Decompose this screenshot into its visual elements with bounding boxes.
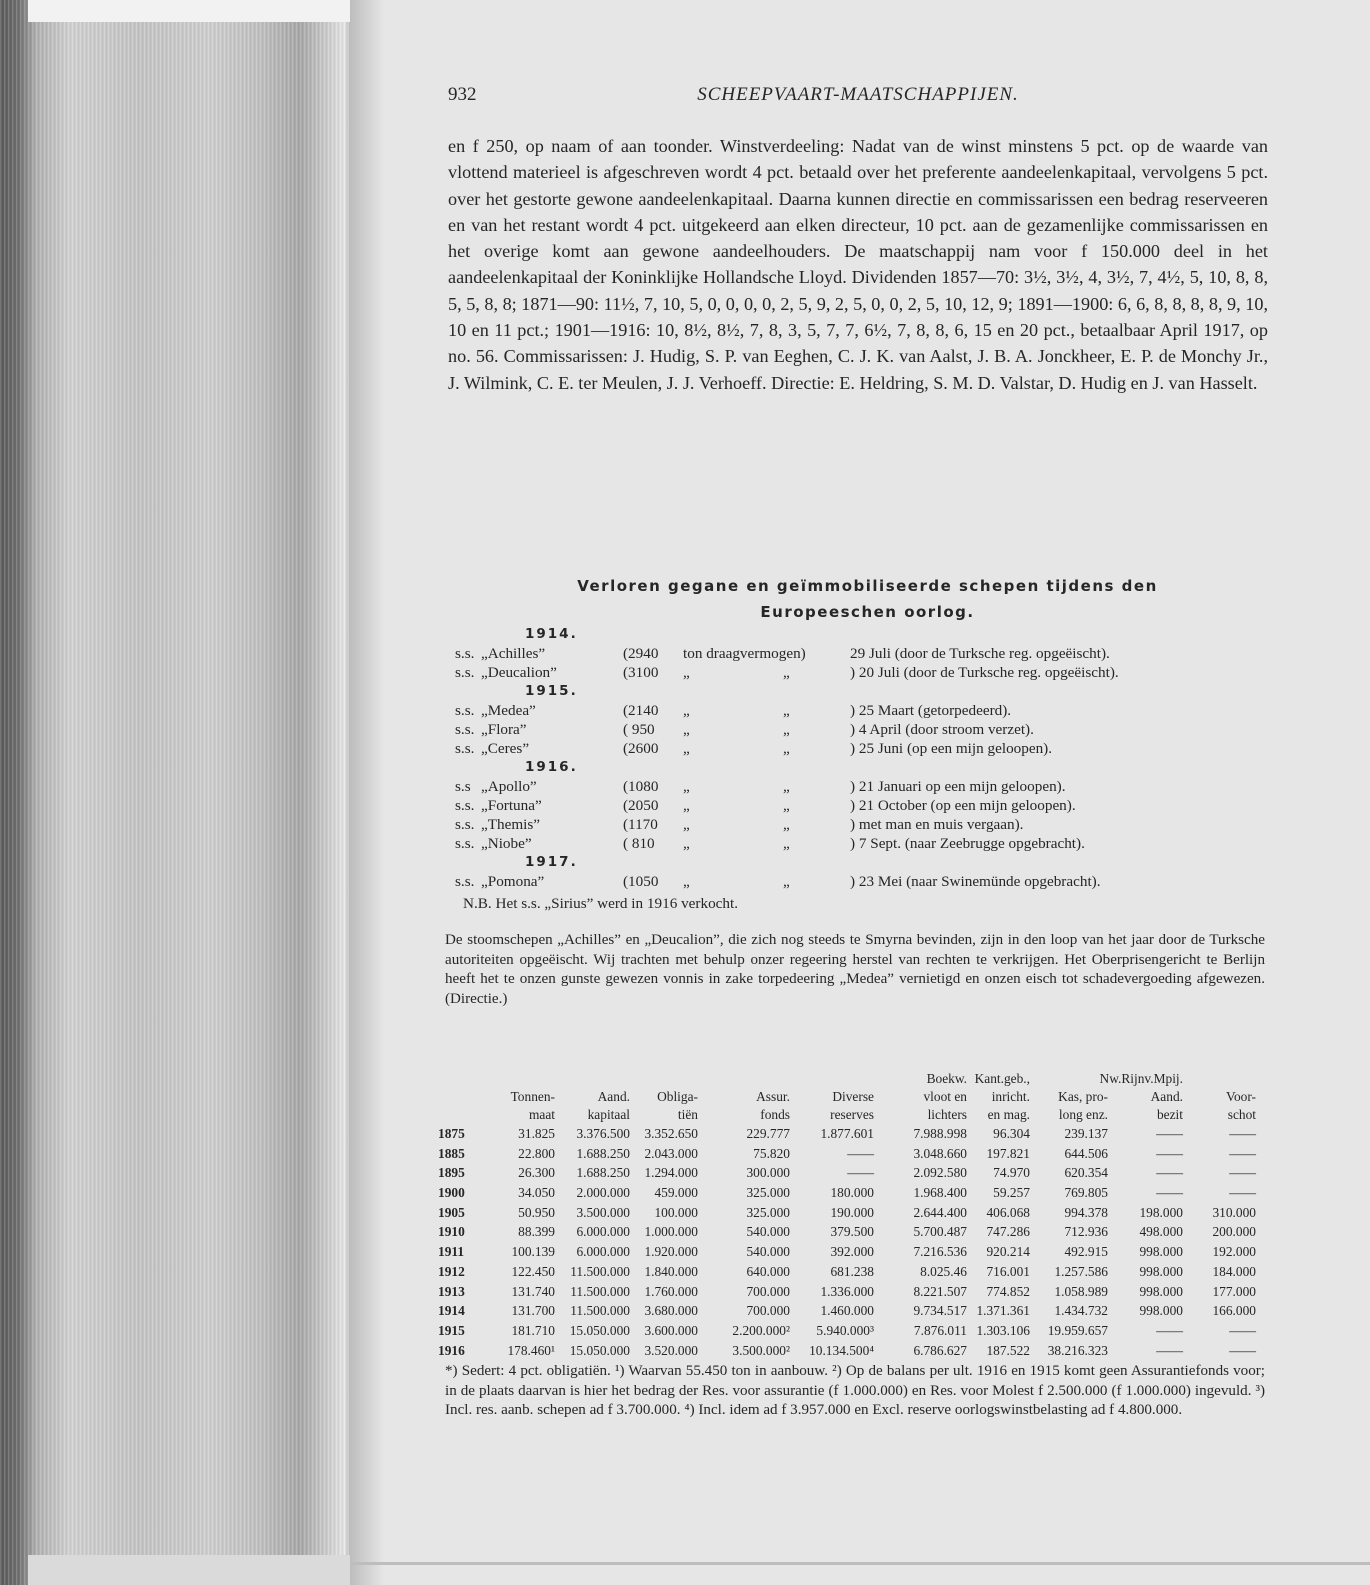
table-cell: 644.506 (1064, 1145, 1108, 1161)
ship-tonnage: (2600 (623, 740, 659, 757)
ships-note: N.B. Het s.s. „Sirius” werd in 1916 verkocht. (463, 895, 739, 912)
table-cell: 22.800 (518, 1145, 555, 1161)
table-cell: 5.700.487 (913, 1224, 967, 1240)
ship-remark: ) 20 Juli (door de Turksche reg. opgeëischt). (850, 664, 1119, 681)
row-year: 1914 (438, 1303, 465, 1319)
table-cell: 459.000 (654, 1185, 698, 1201)
ship-unit: „ (683, 664, 690, 681)
footnotes (445, 1362, 1265, 1421)
ship-unit: „ (683, 778, 690, 795)
table-cell: 3.376.500 (576, 1126, 630, 1141)
paragraph-2: De stoomschepen „Achilles” en „Deucalion”, die zich nog steeds te Smyrna bevinden, zijn in den loop van het jaar door de Turksche autoriteiten opgeëischt. Wij trachten met behulp onzer regeering herstel van rechten te verkrijgen. Het Oberprisengericht te Berlijn heeft het te onzen gunste gewezen vonnis in zake torpedeering „Medea” vernietigd en onzen eisch tot schadevergoeding afgewezen. (Directie.) (445, 932, 1265, 1007)
table-cell: 998.000 (1139, 1244, 1183, 1260)
row-year: 1875 (438, 1126, 465, 1141)
table-cell: 2.000.000 (576, 1185, 630, 1201)
table-cell: 2.043.000 (644, 1145, 698, 1161)
column-header: kapitaal (587, 1107, 630, 1122)
table-cell: 640.000 (746, 1263, 790, 1279)
column-header: long enz. (1058, 1107, 1108, 1122)
table-cell: —— (1156, 1342, 1183, 1358)
table-cell: 3.600.000 (644, 1322, 698, 1338)
ship-remark: ) met man en muis vergaan). (850, 816, 1024, 833)
ship-prefix: s.s. (455, 664, 475, 681)
ship-unit-ditto: „ (783, 835, 790, 852)
table-cell: 197.821 (986, 1145, 1030, 1161)
table-cell: 1.371.361 (976, 1303, 1030, 1319)
table-cell: 3.500.000 (576, 1204, 630, 1220)
table-cell: 198.000 (1139, 1204, 1183, 1220)
table-cell: 998.000 (1139, 1283, 1183, 1299)
table-cell: 96.304 (993, 1126, 1030, 1141)
table-cell: 19.959.657 (1047, 1322, 1108, 1338)
column-header: en mag. (987, 1107, 1030, 1122)
table-cell: —— (1156, 1165, 1183, 1181)
table-cell: 492.915 (1064, 1244, 1108, 1260)
table-cell: 74.970 (993, 1165, 1030, 1181)
column-header: lichters (927, 1107, 967, 1122)
ship-tonnage: (2050 (623, 797, 659, 814)
column-header: Kas, pro- (1058, 1089, 1108, 1104)
table-cell: 920.214 (986, 1244, 1030, 1260)
ship-unit-ditto: „ (783, 816, 790, 833)
ship-name: „Pomona” (481, 873, 545, 890)
ship-tonnage: (2140 (623, 702, 659, 719)
ship-prefix: s.s. (455, 645, 475, 662)
table-cell: 1.968.400 (913, 1185, 967, 1201)
ship-tonnage: (2940 (623, 645, 659, 662)
column-header: Diverse (832, 1089, 874, 1104)
table-cell: 1.294.000 (644, 1165, 698, 1181)
ship-year-heading: 1917. (525, 854, 578, 870)
table-cell: 122.450 (511, 1263, 555, 1279)
table-cell: —— (1229, 1145, 1256, 1161)
table-cell: 239.137 (1064, 1126, 1108, 1141)
table-cell: 3.520.000 (644, 1342, 698, 1358)
table-cell: 379.500 (830, 1224, 874, 1240)
ship-unit-ditto: „ (783, 702, 790, 719)
column-header: Obliga- (657, 1089, 698, 1104)
table-cell: 1.058.989 (1054, 1283, 1108, 1299)
table-cell: —— (1229, 1342, 1256, 1358)
financial-table (438, 1070, 1268, 1360)
table-cell: 1.688.250 (576, 1145, 630, 1161)
ship-row (455, 701, 1280, 720)
ship-prefix: s.s. (455, 835, 475, 852)
table-cell: 540.000 (746, 1244, 790, 1260)
page-edges-bottom (28, 1555, 350, 1585)
table-cell: 6.786.627 (913, 1342, 967, 1358)
ship-prefix: s.s. (455, 721, 475, 738)
column-header: Aand. (597, 1089, 630, 1104)
financial-header-row (438, 1106, 1268, 1124)
column-header: Aand. (1150, 1089, 1183, 1104)
table-cell: 178.460¹ (507, 1342, 555, 1358)
row-year: 1915 (438, 1322, 465, 1338)
table-cell: 88.399 (518, 1224, 555, 1240)
ship-tonnage: ( 810 (623, 835, 655, 852)
page-number: 932 (448, 84, 477, 105)
table-cell: 747.286 (986, 1224, 1030, 1240)
ship-name: „Apollo” (481, 778, 537, 795)
gutter-shadow (350, 0, 384, 1585)
table-cell: 10.134.500⁴ (809, 1342, 874, 1358)
table-cell: 325.000 (746, 1185, 790, 1201)
row-year: 1916 (438, 1342, 465, 1358)
column-header: schot (1227, 1107, 1256, 1122)
table-cell: 7.216.536 (913, 1244, 967, 1260)
financial-row (438, 1242, 1268, 1262)
ship-tonnage: (3100 (623, 664, 659, 681)
column-header: Nw.Rijnv.Mpij. (1099, 1071, 1183, 1086)
table-cell: 131.700 (511, 1303, 555, 1319)
table-cell: 229.777 (746, 1126, 790, 1141)
table-cell: —— (1229, 1322, 1256, 1338)
table-cell: —— (847, 1165, 874, 1181)
table-cell: 325.000 (746, 1204, 790, 1220)
lost-ships-list (455, 573, 1280, 915)
table-cell: 131.740 (511, 1283, 555, 1299)
table-cell: 50.950 (518, 1204, 555, 1220)
row-year: 1905 (438, 1204, 465, 1220)
table-cell: 3.680.000 (644, 1303, 698, 1319)
table-cell: 187.522 (986, 1342, 1030, 1358)
table-cell: 498.000 (1139, 1224, 1183, 1240)
ship-remark: ) 4 April (door stroom verzet). (850, 721, 1034, 738)
ship-prefix: s.s. (455, 873, 475, 890)
table-cell: —— (1229, 1126, 1256, 1141)
ship-row (455, 739, 1280, 758)
column-header: fonds (760, 1107, 790, 1122)
ship-unit: „ (683, 835, 690, 852)
table-cell: 11.500.000 (570, 1303, 630, 1319)
table-cell: 9.734.517 (913, 1303, 967, 1319)
ship-tonnage: ( 950 (623, 721, 655, 738)
table-cell: 2.092.580 (913, 1165, 967, 1181)
row-year: 1910 (438, 1224, 465, 1240)
ship-unit: „ (683, 721, 690, 738)
table-cell: 3.500.000² (732, 1342, 790, 1358)
company-description (448, 133, 1268, 396)
row-year: 1911 (438, 1244, 465, 1260)
table-cell: 184.000 (1212, 1263, 1256, 1279)
table-cell: 7.988.998 (913, 1126, 967, 1141)
table-cell: 2.200.000² (732, 1322, 790, 1338)
ship-name: „Niobe” (481, 835, 532, 852)
ship-row (455, 834, 1280, 853)
table-cell: 8.221.507 (913, 1283, 967, 1299)
financial-row (438, 1124, 1268, 1144)
financial-header-row (438, 1088, 1268, 1106)
financial-row (438, 1222, 1268, 1242)
table-cell: 11.500.000 (570, 1263, 630, 1279)
body-paragraph: en f 250, op naam of aan toonder. Winstverdeeling: Nadat van de winst minstens 5 pct. op de waarde van vlottend materieel is afgeschreven wordt 4 pct. betaald over het preferente aandeelenkapitaal, vervolgens 5 pct. over het gestorte gewone aandeelenkapitaal. Daarna kunnen directie en commissarissen een bedrag reserveeren en van het restant wordt 4 pct. uitgekeerd aan elken directeur, 10 pct. aan de gezamenlijke commissarissen en het overige komt aan gewone aandeelhouders. De maatschappij nam voor f 150.000 deel in het aandeelenkapitaal der Koninklijke Hollandsche Lloyd. Dividenden 1857—70: 3½, 3½, 4, 3½, 7, 4½, 5, 10, 8, 8, 5, 5, 8, 8; 1871—90: 11½, 7, 10, 5, 0, 0, 0, 0, 2, 5, 9, 2, 5, 0, 0, 2, 5, 10, 12, 9; 1891—1900: 6, 6, 8, 8, 8, 8, 9, 10, 10 en 11 pct.; 1901—1916: 10, 8½, 8½, 7, 8, 3, 5, 7, 7, 6½, 7, 8, 8, 6, 15 en 20 pct., betaalbaar April 1917, op no. 56. Commissarissen: J. Hudig, S. P. van Eeghen, C. J. K. van Aalst, J. B. A. Jonckheer, E. P. de Monchy Jr., J. Wilmink, C. E. ter Meulen, J. J. Verhoeff. Directie: E. Heldring, S. M. D. Valstar, D. Hudig en J. van Hasselt. (448, 136, 1268, 393)
table-cell: —— (1156, 1145, 1183, 1161)
financial-row (438, 1321, 1268, 1341)
table-cell: 1.688.250 (576, 1165, 630, 1181)
table-cell: 1.460.000 (820, 1303, 874, 1319)
ship-remark: ) 7 Sept. (naar Zeebrugge opgebracht). (850, 835, 1085, 852)
ship-row (455, 777, 1280, 796)
ship-row (455, 796, 1280, 815)
table-cell: 166.000 (1212, 1303, 1256, 1319)
table-cell: 3.352.650 (644, 1126, 698, 1141)
table-cell: 11.500.000 (570, 1283, 630, 1299)
table-cell: 1.257.586 (1054, 1263, 1108, 1279)
ship-unit-ditto: „ (783, 721, 790, 738)
financial-row (438, 1163, 1268, 1183)
financial-row (438, 1203, 1268, 1223)
table-cell: 6.000.000 (576, 1244, 630, 1260)
column-header: vloot en (923, 1089, 967, 1104)
table-cell: 716.001 (986, 1263, 1030, 1279)
column-header: Tonnen- (510, 1089, 555, 1104)
ships-title (455, 573, 1280, 625)
table-cell: 620.354 (1064, 1165, 1108, 1181)
directie-statement (445, 931, 1265, 1009)
table-cell: 998.000 (1139, 1303, 1183, 1319)
table-cell: 540.000 (746, 1224, 790, 1240)
table-cell: 31.825 (518, 1126, 555, 1141)
table-cell: 310.000 (1212, 1204, 1256, 1220)
column-header: inricht. (991, 1089, 1030, 1104)
ship-year-heading: 1916. (525, 759, 578, 775)
column-header: tiën (677, 1107, 698, 1122)
financial-row (438, 1301, 1268, 1321)
page-edges-texture (0, 0, 350, 1585)
ship-remark: ) 21 October (op een mijn geloopen). (850, 797, 1076, 814)
row-year: 1913 (438, 1283, 465, 1299)
table-cell: 7.876.011 (913, 1322, 967, 1338)
ship-remark: ) 25 Maart (getorpedeerd). (850, 702, 1012, 719)
table-cell: 177.000 (1212, 1283, 1256, 1299)
running-title: SCHEEPVAART-MAATSCHAPPIJEN. (697, 84, 1019, 105)
table-cell: —— (1156, 1322, 1183, 1338)
table-cell: 181.710 (511, 1322, 555, 1338)
column-header: Kant.geb., (974, 1071, 1030, 1086)
ship-tonnage: (1080 (623, 778, 659, 795)
page-edges-top (28, 0, 350, 22)
financial-row (438, 1282, 1268, 1302)
table-cell: 712.936 (1064, 1224, 1108, 1240)
row-year: 1900 (438, 1185, 465, 1201)
financial-row (438, 1262, 1268, 1282)
financial-header-row (438, 1070, 1268, 1088)
table-cell: 5.940.000³ (816, 1322, 874, 1338)
table-cell: 1.303.106 (976, 1322, 1030, 1338)
ship-unit: „ (683, 702, 690, 719)
ship-unit: „ (683, 816, 690, 833)
table-cell: 994.378 (1064, 1204, 1108, 1220)
ship-unit: „ (683, 740, 690, 757)
ship-row (455, 720, 1280, 739)
table-cell: 34.050 (518, 1185, 555, 1201)
table-cell: 392.000 (830, 1244, 874, 1260)
ship-year-heading: 1915. (525, 683, 578, 699)
ship-tonnage: (1050 (623, 873, 659, 890)
ship-prefix: s.s. (455, 816, 475, 833)
table-cell: 100.000 (654, 1204, 698, 1220)
table-cell: —— (1229, 1185, 1256, 1201)
ship-name: „Medea” (481, 702, 536, 719)
row-year: 1895 (438, 1165, 465, 1181)
financial-table-body (438, 1124, 1268, 1360)
table-cell: 300.000 (746, 1165, 790, 1181)
page-header (448, 84, 1268, 110)
ship-name: „Achilles” (481, 645, 546, 662)
table-cell: 38.216.323 (1047, 1342, 1108, 1358)
ship-prefix: s.s. (455, 702, 475, 719)
ship-remark: ) 23 Mei (naar Swinemünde opgebracht). (850, 873, 1101, 890)
page-edges (0, 0, 350, 1585)
table-cell: 180.000 (830, 1185, 874, 1201)
column-header: bezit (1156, 1107, 1183, 1122)
ship-unit-ditto: „ (783, 797, 790, 814)
table-cell: 75.820 (753, 1145, 790, 1161)
table-cell: 700.000 (746, 1303, 790, 1319)
ship-unit: ton draagvermogen) (683, 645, 806, 662)
ship-prefix: s.s. (455, 797, 475, 814)
table-cell: 700.000 (746, 1283, 790, 1299)
table-cell: —— (847, 1145, 874, 1161)
ship-prefix: s.s (455, 778, 471, 795)
ship-unit-ditto: „ (783, 778, 790, 795)
table-cell: 190.000 (830, 1204, 874, 1220)
ship-row (455, 663, 1280, 682)
financial-row (438, 1144, 1268, 1164)
ship-unit-ditto: „ (783, 740, 790, 757)
footnote-text: *) Sedert: 4 pct. obligatiën. ¹) Waarvan 55.450 ton in aanbouw. ²) Op de balans per ult. 1916 en 1915 komt geen Assurantiefonds voor; in de plaats daarvan is hier het bedrag der Res. voor assurantie (f 1.000.000) en Res. voor Molest f 2.500.000 (f 1.000.000) ingevuld. ³) Incl. res. aanb. schepen ad f 3.700.000. ⁴) Incl. idem ad f 3.957.000 en Excl. reserve oorlogswinstbelasting ad f 4.800.000. (445, 1363, 1265, 1418)
ship-tonnage: (1170 (623, 816, 658, 833)
table-cell: 8.025.46 (920, 1263, 967, 1279)
ship-remark: 29 Juli (door de Turksche reg. opgeëischt). (850, 645, 1110, 662)
column-header: maat (528, 1107, 555, 1122)
table-cell: 15.050.000 (569, 1322, 630, 1338)
ship-name: „Themis” (481, 816, 541, 833)
page-bottom-edge (350, 1562, 1370, 1565)
table-cell: 774.852 (986, 1283, 1030, 1299)
table-cell: 15.050.000 (569, 1342, 630, 1358)
table-cell: 1.760.000 (644, 1283, 698, 1299)
ship-remark: ) 21 Januari op een mijn geloopen). (850, 778, 1066, 795)
ship-unit-ditto: „ (783, 873, 790, 890)
ship-name: „Ceres” (481, 740, 530, 757)
table-cell: 200.000 (1212, 1224, 1256, 1240)
ship-name: „Flora” (481, 721, 527, 738)
ship-unit-ditto: „ (783, 664, 790, 681)
table-cell: 26.300 (518, 1165, 555, 1181)
table-cell: 406.068 (986, 1204, 1030, 1220)
ships-title-line1: Verloren gegane en geïmmobiliseerde schepen tijdens den (577, 577, 1158, 595)
column-header: Assur. (756, 1089, 790, 1104)
ship-row (455, 644, 1280, 663)
column-header: reserves (830, 1107, 874, 1122)
table-cell: 2.644.400 (913, 1204, 967, 1220)
ship-prefix: s.s. (455, 740, 475, 757)
ship-name: „Deucalion” (481, 664, 557, 681)
column-header: Voor- (1226, 1089, 1256, 1104)
table-cell: 6.000.000 (576, 1224, 630, 1240)
table-cell: 1.336.000 (820, 1283, 874, 1299)
table-cell: 769.805 (1064, 1185, 1108, 1201)
table-cell: —— (1156, 1185, 1183, 1201)
ships-groups (455, 625, 1280, 891)
table-cell: 3.048.660 (913, 1145, 967, 1161)
row-year: 1885 (438, 1145, 465, 1161)
table-cell: 1.920.000 (644, 1244, 698, 1260)
table-cell: 681.238 (830, 1263, 874, 1279)
table-cell: 100.139 (511, 1244, 555, 1260)
table-cell: 1.840.000 (644, 1263, 698, 1279)
table-cell: —— (1156, 1126, 1183, 1141)
ship-unit: „ (683, 797, 690, 814)
financial-row (438, 1183, 1268, 1203)
table-cell: 1.434.732 (1054, 1303, 1108, 1319)
row-year: 1912 (438, 1263, 465, 1279)
financial-table-header (438, 1070, 1268, 1124)
ship-name: „Fortuna” (481, 797, 542, 814)
table-cell: 1.877.601 (820, 1126, 874, 1141)
ships-title-line2: Europeeschen oorlog. (760, 603, 975, 621)
column-header: Boekw. (926, 1071, 967, 1086)
table-cell: 1.000.000 (644, 1224, 698, 1240)
ship-remark: ) 25 Juni (op een mijn geloopen). (850, 740, 1053, 757)
table-cell: 192.000 (1212, 1244, 1256, 1260)
ship-row (455, 872, 1280, 891)
table-cell: 59.257 (993, 1185, 1030, 1201)
ship-year-heading: 1914. (525, 626, 578, 642)
financial-row (438, 1341, 1268, 1361)
ship-row (455, 815, 1280, 834)
ship-unit: „ (683, 873, 690, 890)
table-cell: —— (1229, 1165, 1256, 1181)
table-cell: 998.000 (1139, 1263, 1183, 1279)
